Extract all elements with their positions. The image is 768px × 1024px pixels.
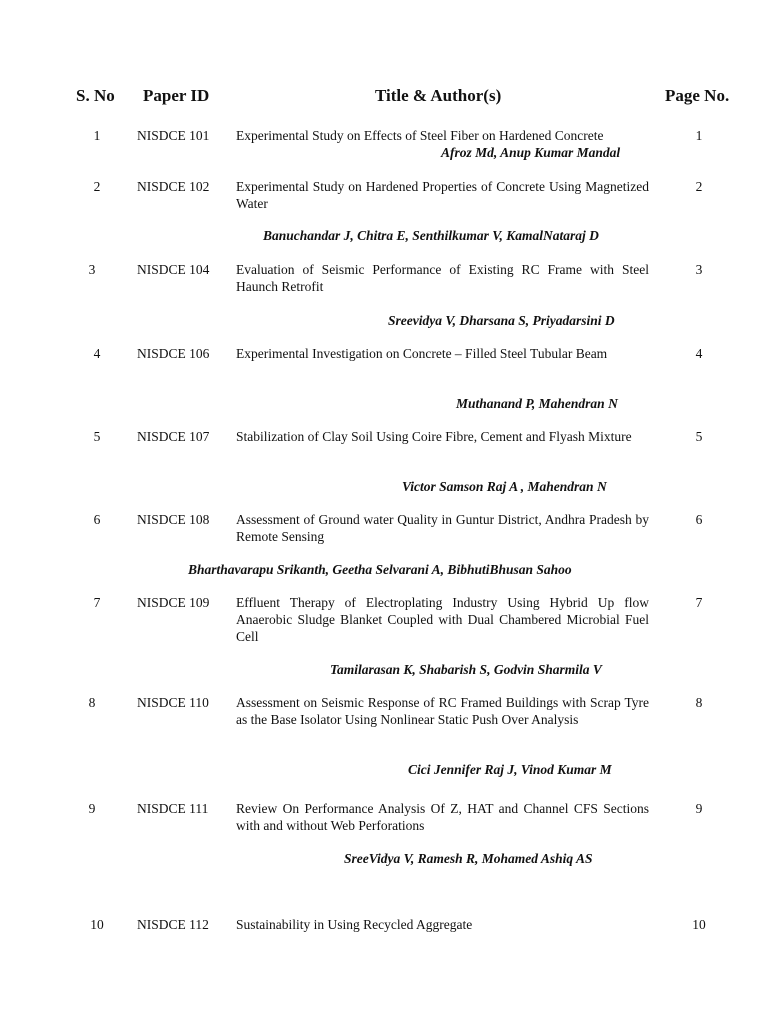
entry-title: Review On Performance Analysis Of Z, HAT and Channel CFS Sections with and without Web Perforations [236, 801, 649, 833]
entry-serial-number: 10 [90, 917, 104, 932]
entry-page-number: 2 [695, 179, 703, 194]
entry-title: Evaluation of Seismic Performance of Existing RC Frame with Steel Haunch Retrofit [236, 262, 649, 294]
entry-title: Experimental Investigation on Concrete – Filled Steel Tubular Beam [236, 346, 608, 361]
entry-page-number: 7 [695, 595, 703, 610]
entry-page-number: 6 [695, 512, 703, 527]
entry-page-number: 9 [695, 801, 703, 816]
entry-serial-number: 4 [93, 346, 101, 361]
entry-authors: SreeVidya V, Ramesh R, Mohamed Ashiq AS [344, 851, 593, 866]
entry-paper-id: NISDCE 102 [137, 179, 210, 194]
entry-serial-number: 2 [93, 179, 101, 194]
entry-title: Stabilization of Clay Soil Using Coire Fibre, Cement and Flyash Mixture [236, 429, 632, 444]
entry-page-number: 10 [692, 917, 706, 932]
entry-page-number: 4 [695, 346, 703, 361]
entry-page-number: 5 [695, 429, 703, 444]
entry-page-number: 8 [695, 695, 703, 710]
entry-title: Experimental Study on Effects of Steel Fiber on Hardened Concrete [236, 128, 604, 143]
entry-serial-number: 1 [93, 128, 101, 143]
entry-serial-number: 7 [93, 595, 101, 610]
header-page-number: Page No. [665, 86, 730, 105]
entry-paper-id: NISDCE 108 [137, 512, 210, 527]
entry-paper-id: NISDCE 104 [137, 262, 210, 277]
entry-authors: Victor Samson Raj A , Mahendran N [402, 479, 607, 494]
entry-paper-id: NISDCE 107 [137, 429, 210, 444]
entry-serial-number: 3 [88, 262, 96, 277]
entry-paper-id: NISDCE 109 [137, 595, 210, 610]
entry-authors: Muthanand P, Mahendran N [456, 396, 618, 411]
entry-title: Experimental Study on Hardened Properties of Concrete Using Magnetized Water [236, 179, 649, 211]
entry-authors: Banuchandar J, Chitra E, Senthilkumar V, KamalNataraj D [263, 228, 599, 243]
entry-page-number: 3 [695, 262, 703, 277]
entry-authors: Cici Jennifer Raj J, Vinod Kumar M [408, 762, 612, 777]
entry-title: Sustainability in Using Recycled Aggregate [236, 917, 473, 932]
entry-authors: Afroz Md, Anup Kumar Mandal [441, 145, 621, 160]
entry-title: Effluent Therapy of Electroplating Industry Using Hybrid Up flow Anaerobic Sludge Blanket Coupled with Dual Chambered Microbial Fuel Cell [236, 595, 649, 644]
entry-paper-id: NISDCE 101 [137, 128, 210, 143]
entry-title: Assessment on Seismic Response of RC Framed Buildings with Scrap Tyre as the Base Isolator Using Nonlinear Static Push Over Analysis [236, 695, 649, 727]
entry-paper-id: NISDCE 111 [137, 801, 209, 816]
entry-authors: Tamilarasan K, Shabarish S, Godvin Sharmila V [330, 662, 602, 677]
entry-page-number: 1 [695, 128, 703, 143]
entry-serial-number: 9 [88, 801, 96, 816]
entry-authors: Sreevidya V, Dharsana S, Priyadarsini D [388, 313, 615, 328]
header-serial-number: S. No [76, 86, 115, 105]
entry-serial-number: 5 [93, 429, 101, 444]
entry-authors: Bharthavarapu Srikanth, Geetha Selvarani A, BibhutiBhusan Sahoo [188, 562, 572, 577]
entry-paper-id: NISDCE 106 [137, 346, 210, 361]
entry-paper-id: NISDCE 112 [137, 917, 209, 932]
header-paper-id: Paper ID [143, 86, 210, 105]
header-title-authors: Title & Author(s) [375, 86, 502, 105]
entry-serial-number: 6 [93, 512, 101, 527]
entry-title: Assessment of Ground water Quality in Guntur District, Andhra Pradesh by Remote Sensing [236, 512, 649, 544]
entry-paper-id: NISDCE 110 [137, 695, 209, 710]
entry-serial-number: 8 [88, 695, 96, 710]
